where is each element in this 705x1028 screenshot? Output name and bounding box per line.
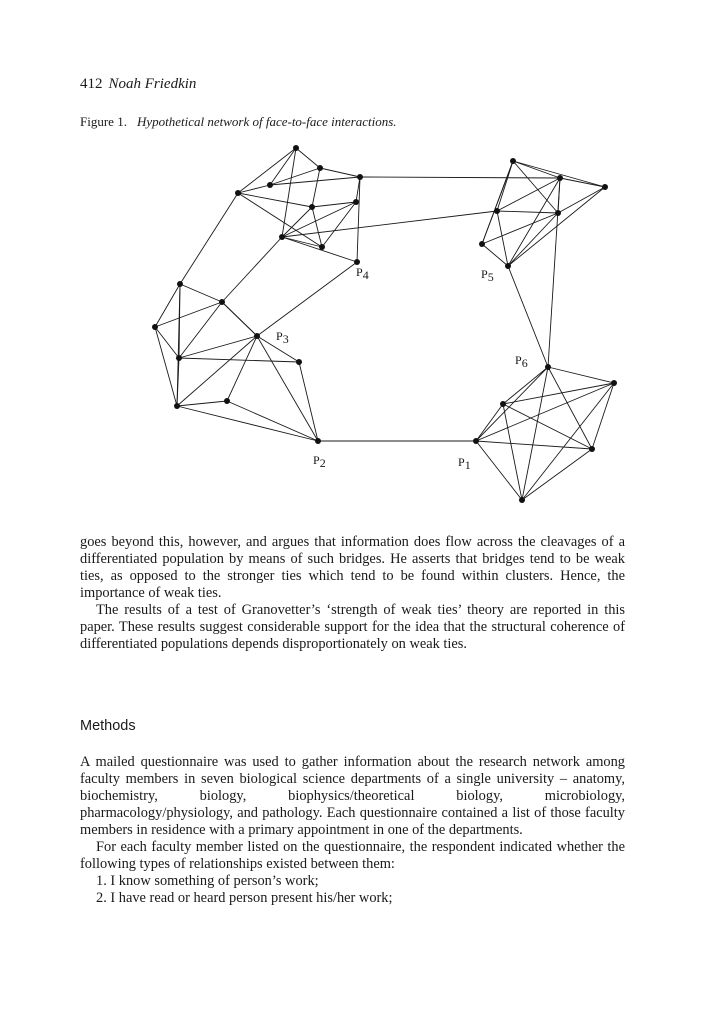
network-node bbox=[357, 174, 363, 180]
network-edge bbox=[522, 367, 548, 500]
network-node bbox=[267, 182, 273, 188]
label-p3: P3 bbox=[276, 329, 289, 346]
network-edge bbox=[503, 367, 548, 404]
network-edge bbox=[322, 202, 356, 247]
network-node bbox=[510, 158, 516, 164]
network-node bbox=[296, 359, 302, 365]
network-edges bbox=[155, 148, 614, 500]
network-edge bbox=[558, 187, 605, 213]
network-node bbox=[174, 403, 180, 409]
section-heading-methods: Methods bbox=[80, 718, 136, 734]
relationship-item: 1. I know something of person’s work; bbox=[96, 873, 319, 889]
network-edge bbox=[508, 266, 548, 367]
network-edge bbox=[299, 362, 318, 441]
network-node bbox=[602, 184, 608, 190]
network-edge bbox=[282, 207, 312, 237]
label-p5: P5 bbox=[481, 267, 494, 284]
network-node bbox=[224, 398, 230, 404]
network-edge bbox=[320, 168, 360, 177]
network-node bbox=[505, 263, 511, 269]
network-node bbox=[473, 438, 479, 444]
network-edge bbox=[177, 336, 257, 406]
network-edge bbox=[482, 213, 558, 244]
network-edge bbox=[180, 193, 238, 284]
network-node bbox=[557, 175, 563, 181]
network-edge bbox=[177, 406, 318, 441]
network-edge bbox=[155, 284, 180, 327]
network-edge bbox=[179, 358, 299, 362]
network-node bbox=[494, 208, 500, 214]
network-edge bbox=[503, 404, 522, 500]
running-author: Noah Friedkin bbox=[108, 76, 197, 92]
network-edge bbox=[592, 383, 614, 449]
network-edge bbox=[179, 336, 257, 358]
network-edge bbox=[282, 237, 357, 262]
intro-text bbox=[80, 534, 625, 653]
network-edge bbox=[155, 327, 177, 406]
network-node bbox=[317, 165, 323, 171]
label-p6: P6 bbox=[515, 353, 528, 370]
network-edge bbox=[497, 211, 558, 213]
label-p2: P2 bbox=[313, 453, 326, 470]
network-edge bbox=[548, 178, 560, 367]
network-edge bbox=[296, 148, 320, 168]
network-edge bbox=[227, 401, 318, 441]
network-edge bbox=[522, 449, 592, 500]
label-p1: P1 bbox=[458, 455, 471, 472]
network-edge bbox=[282, 148, 296, 237]
network-node bbox=[219, 299, 225, 305]
relationship-item: 2. I have read or heard person present his/her work; bbox=[96, 890, 393, 906]
network-node bbox=[319, 244, 325, 250]
network-edge bbox=[508, 213, 558, 266]
network-edge bbox=[312, 168, 320, 207]
network-edge bbox=[476, 441, 522, 500]
page-number: 412 bbox=[80, 76, 103, 92]
intro-paragraph-2: The results of a test of Granovetter’s ‘strength of weak ties’ theory are reported in this paper. These results suggest considerable support for the idea that the structural coherence of differentiated populations depends disproportionately on weak ties. bbox=[80, 602, 625, 652]
network-edge bbox=[476, 441, 592, 449]
network-node bbox=[545, 364, 551, 370]
network-edge bbox=[476, 367, 548, 441]
methods-text bbox=[80, 754, 625, 907]
network-node bbox=[315, 438, 321, 444]
network-edge bbox=[270, 148, 296, 185]
network-edge bbox=[522, 383, 614, 500]
network-edge bbox=[548, 367, 614, 383]
methods-paragraph-2: For each faculty member listed on the questionnaire, the respondent indicated whether the following types of relationships existed between them: bbox=[80, 839, 625, 872]
network-edge bbox=[282, 237, 322, 247]
network-node bbox=[479, 241, 485, 247]
network-node bbox=[589, 446, 595, 452]
network-node bbox=[235, 190, 241, 196]
network-edge bbox=[257, 336, 318, 441]
network-node bbox=[177, 281, 183, 287]
methods-paragraph-1: A mailed questionnaire was used to gather information about the research network among faculty members in seven biological science departments of a single university – anatomy, biochemistry, biology, biophysics/theoretical biology, microbiology, pharmacology/physiology, and pathology. Each questionnaire contained a list of those faculty members in residence with a primary appointment in one of the departments. bbox=[80, 754, 625, 838]
network-edge bbox=[238, 148, 296, 193]
relationship-list bbox=[80, 873, 625, 907]
network-edge bbox=[222, 302, 257, 336]
network-node bbox=[176, 355, 182, 361]
figure-label: Figure 1. bbox=[80, 114, 127, 129]
network-edge bbox=[155, 327, 179, 358]
network-node bbox=[254, 333, 260, 339]
network-edge bbox=[312, 207, 322, 247]
network-edge bbox=[257, 262, 357, 336]
network-node bbox=[611, 380, 617, 386]
network-node bbox=[279, 234, 285, 240]
network-node bbox=[500, 401, 506, 407]
figure-title: Hypothetical network of face-to-face interactions. bbox=[136, 114, 397, 129]
network-edge bbox=[177, 401, 227, 406]
network-node bbox=[309, 204, 315, 210]
network-node bbox=[353, 199, 359, 205]
network-edge bbox=[270, 177, 360, 185]
network-edge bbox=[180, 284, 222, 302]
network-node bbox=[293, 145, 299, 151]
network-edge bbox=[357, 177, 360, 262]
network-edge bbox=[227, 336, 257, 401]
network-edge bbox=[560, 178, 605, 187]
intro-paragraph-1: goes beyond this, however, and argues that information does flow across the cleavages of a differentiated population by means of such bridges. He asserts that bridges tend to be weak ties, as opposed to the stronger ties which tend to be found within clusters. Hence, the importance of weak ties. bbox=[80, 534, 625, 601]
network-node bbox=[555, 210, 561, 216]
network-edge bbox=[222, 237, 282, 302]
network-node bbox=[152, 324, 158, 330]
network-edge bbox=[312, 202, 356, 207]
network-edge bbox=[513, 161, 605, 187]
label-p4: P4 bbox=[356, 265, 369, 282]
network-edge bbox=[482, 161, 513, 244]
network-edge bbox=[282, 202, 356, 237]
network-node bbox=[519, 497, 525, 503]
network-edge bbox=[360, 177, 560, 178]
